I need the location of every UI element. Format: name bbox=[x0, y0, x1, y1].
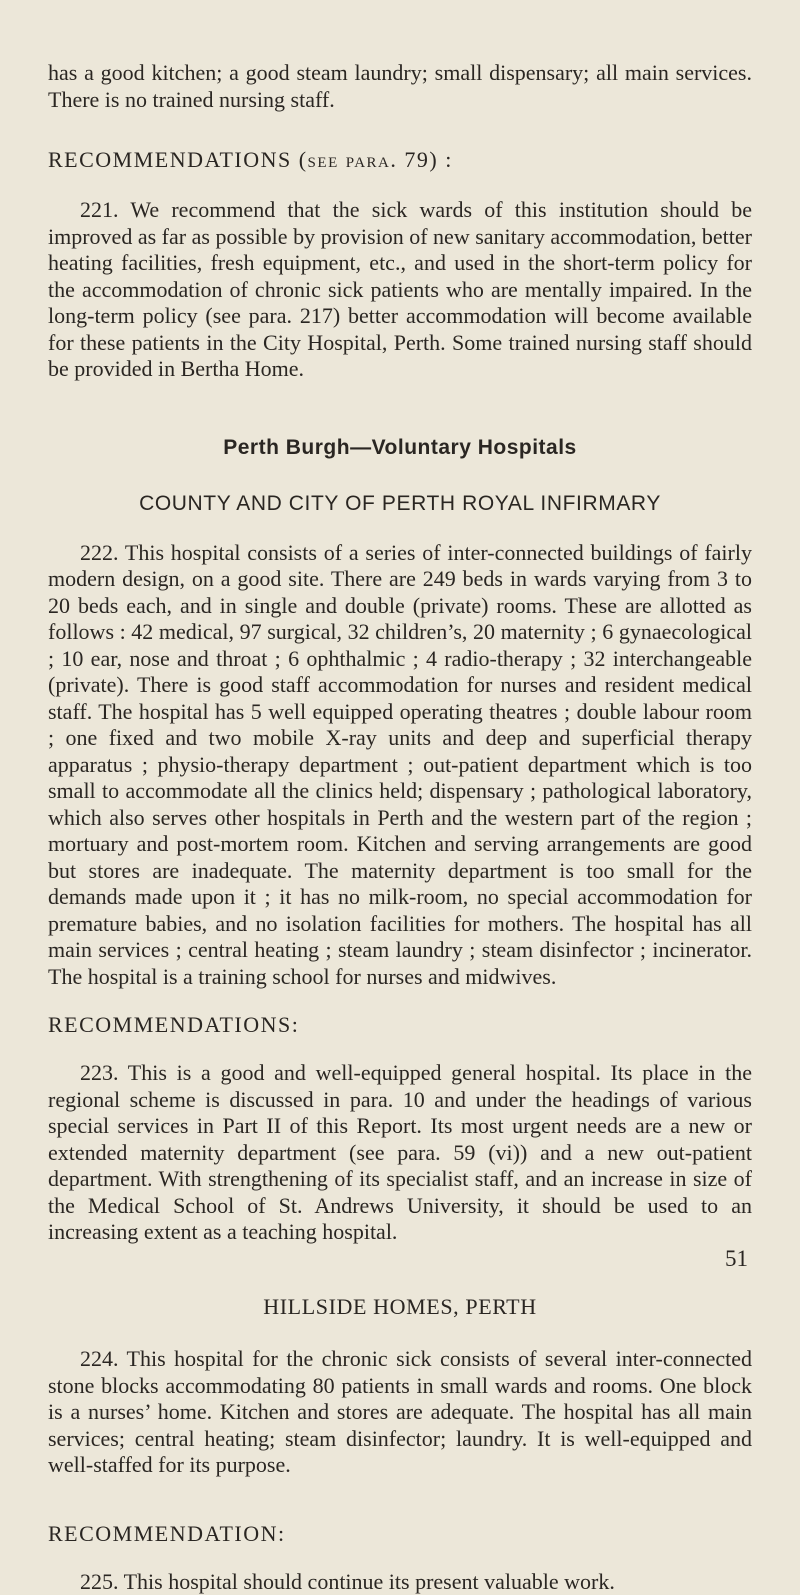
section-heading: Perth Burgh—Voluntary Hospitals bbox=[48, 435, 752, 462]
page-number: 51 bbox=[725, 1246, 748, 1272]
recommendations-heading-1: RECOMMENDATIONS (see para. 79) : bbox=[48, 147, 752, 173]
recommendations-heading-2: RECOMMENDATIONS: bbox=[48, 1012, 752, 1038]
recommendation-heading-3: RECOMMENDATION: bbox=[48, 1521, 752, 1547]
paragraph-223: 223. This is a good and well-equipped general hospital. Its place in the regional scheme is discussed in para. 10 and under the headings of various special services in Part II of this Report. Its most urgent needs are a new or extended maternity department (see para. 59 (vi)) and a new out-patient department. With strengthening of its specialist staff, and an increase in size of the Medical School of St. Andrews University, it should be used to an increasing extent as a teaching hospital. bbox=[48, 1060, 752, 1246]
intro-paragraph: has a good kitchen; a good steam laundry; small dispensary; all main services. There is no trained nursing staff. bbox=[48, 60, 752, 113]
hillside-heading: HILLSIDE HOMES, PERTH bbox=[48, 1294, 752, 1321]
paragraph-225: 225. This hospital should continue its present valuable work. bbox=[48, 1569, 752, 1595]
infirmary-heading: COUNTY AND CITY OF PERTH ROYAL INFIRMARY bbox=[48, 491, 752, 518]
paragraph-224: 224. This hospital for the chronic sick consists of several inter-connected stone blocks accommodating 80 patients in small wards and rooms. One block is a nurses’ home. Kitchen and stores are adequate. The hospital has all main services; central heating; steam disinfector; laundry. It is well-equipped and well-staffed for its purpose. bbox=[48, 1346, 752, 1479]
paragraph-222: 222. This hospital consists of a series of inter-connected buildings of fairly modern design, on a good site. There are 249 beds in wards varying from 3 to 20 beds each, and in single and double (private) rooms. These are allotted as follows : 42 medical, 97 surgical, 32 children’s, 20 maternity ; 6 gynaecological ; 10 ear, nose and throat ; 6 ophthalmic ; 4 radio-therapy ; 32 interchangeable (private). There is good staff accommodation for nurses and resident medical staff. The hospital has 5 well equipped operating theatres ; double labour room ; one fixed and two mobile X-ray units and deep and superficial therapy apparatus ; physio-therapy department ; out-patient department which is too small to accommodate all the clinics held; dispensary ; pathological laboratory, which also serves other hospitals in Perth and the western part of the region ; mortuary and post-mortem room. Kitchen and serving arrangements are good but stores are inadequate. The maternity department is too small for the demands made upon it ; it has no milk-room, no special accommodation for premature babies, and no isolation facilities for mothers. The hospital has all main services ; central heating ; steam laundry ; steam disinfector ; incinerator. The hospital is a training school for nurses and midwives. bbox=[48, 540, 752, 991]
paragraph-221: 221. We recommend that the sick wards of this institution should be improved as far as possible by provision of new sanitary accommodation, better heating facilities, fresh equipment, etc., and used in the short-term policy for the accommodation of chronic sick patients who are mentally impaired. In the long-term policy (see para. 217) better accommodation will become available for these patients in the City Hospital, Perth. Some trained nursing staff should be provided in Bertha Home. bbox=[48, 197, 752, 383]
